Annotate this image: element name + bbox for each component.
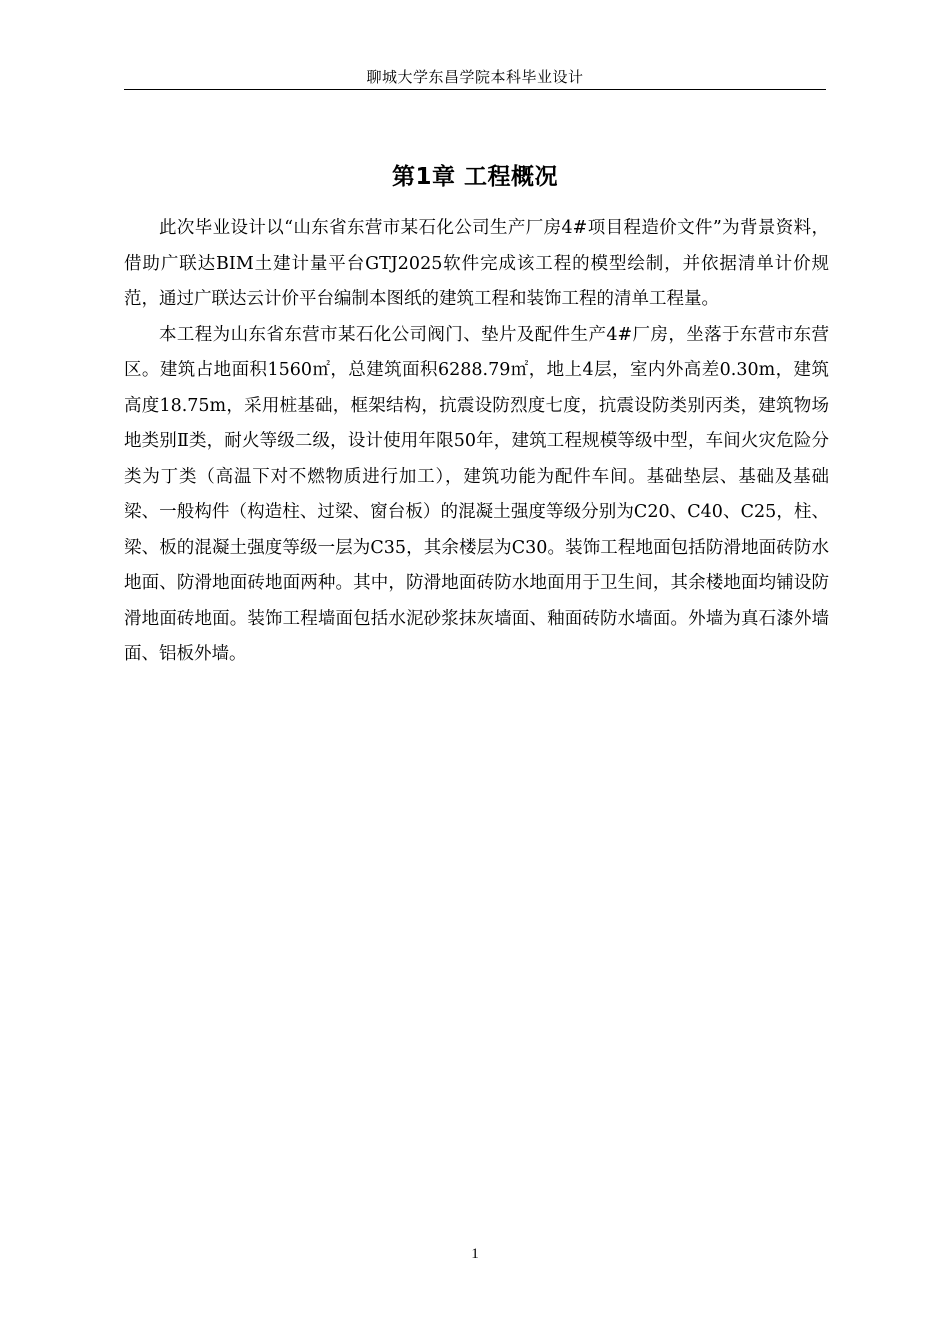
running-header: 聊城大学东昌学院本科毕业设计: [366, 68, 584, 86]
header-rule: [124, 89, 826, 90]
paragraph-1: 此次毕业设计以“山东省东营市某石化公司生产厂房4#项目程造价文件”为背景资料，借助广联达BIM土建计量平台GTJ2025软件完成该工程的模型绘制，并依据清单计价规范，通过广联达云计价平台编制本图纸的建筑工程和装饰工程的清单工程量。: [124, 218, 829, 309]
paragraph-2: 本工程为山东省东营市某石化公司阀门、垫片及配件生产4#厂房，坐落于东营市东营区。建筑占地面积1560㎡，总建筑面积6288.79㎡，地上4层，室内外高差0.30m，建筑高度18.75m，采用桩基础，框架结构，抗震设防烈度七度，抗震设防类别丙类，建筑物场地类别Ⅱ类，耐火等级二级，设计使用年限50年，建筑工程规模等级中型，车间火灾危险分类为丁类（高温下对不燃物质进行加工），建筑功能为配件车间。基础垫层、基础及基础梁、一般构件（构造柱、过梁、窗台板）的混凝土强度等级分别为C20、C40、C25，柱、梁、板的混凝土强度等级一层为C35，其余楼层为C30。装饰工程地面包括防滑地面砖防水地面、防滑地面砖地面两种。其中，防滑地面砖防水地面用于卫生间，其余楼地面均铺设防滑地面砖地面。装饰工程墙面包括水泥砂浆抹灰墙面、釉面砖防水墙面。外墙为真石漆外墙面、铝板外墙。: [124, 324, 829, 664]
page-number: 1: [471, 1246, 479, 1262]
chapter-title: 第1章 工程概况: [391, 164, 558, 190]
body-text: [124, 211, 829, 673]
